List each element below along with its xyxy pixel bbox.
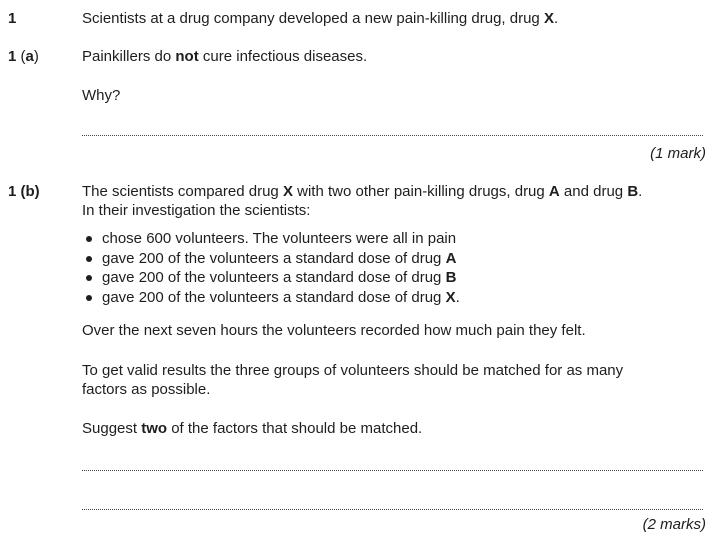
question-part-a-label: 1 (a): [8, 48, 39, 65]
marks-label: (2 marks): [642, 516, 706, 533]
question-part-b-prompt: Suggest two of the factors that should be matched.: [82, 420, 423, 437]
list-item: gave 200 of the volunteers a standard dose of drug A: [82, 249, 460, 269]
observation-paragraph: Over the next seven hours the volunteers recorded how much pain they felt.: [82, 322, 586, 339]
list-item: gave 200 of the volunteers a standard dose of drug B: [82, 268, 460, 288]
bullet-icon: [86, 295, 92, 301]
validity-paragraph-line-2: factors as possible.: [82, 381, 211, 398]
question-part-a-statement: Painkillers do not cure infectious diseases.: [82, 48, 368, 65]
bullet-icon: [86, 236, 92, 242]
marks-label: (1 mark): [650, 145, 706, 162]
question-part-b-intro-2: In their investigation the scientists:: [82, 202, 311, 219]
validity-paragraph-line-1: To get valid results the three groups of volunteers should be matched for as many: [82, 362, 624, 379]
answer-line[interactable]: [82, 509, 703, 510]
question-intro: Scientists at a drug company developed a new pain-killing drug, drug X.: [82, 10, 559, 27]
investigation-steps: [82, 229, 460, 307]
answer-line[interactable]: [82, 470, 703, 471]
list-item: chose 600 volunteers. The volunteers were all in pain: [82, 229, 460, 249]
list-item: gave 200 of the volunteers a standard dose of drug X.: [82, 288, 460, 308]
answer-line[interactable]: [82, 135, 703, 136]
question-part-a-prompt: Why?: [82, 87, 121, 104]
question-part-b-label: 1 (b): [8, 183, 40, 200]
question-number: 1: [8, 10, 17, 27]
question-part-b-intro: The scientists compared drug X with two other pain-killing drugs, drug A and drug B.: [82, 183, 643, 200]
bullet-icon: [86, 275, 92, 281]
bullet-icon: [86, 256, 92, 262]
